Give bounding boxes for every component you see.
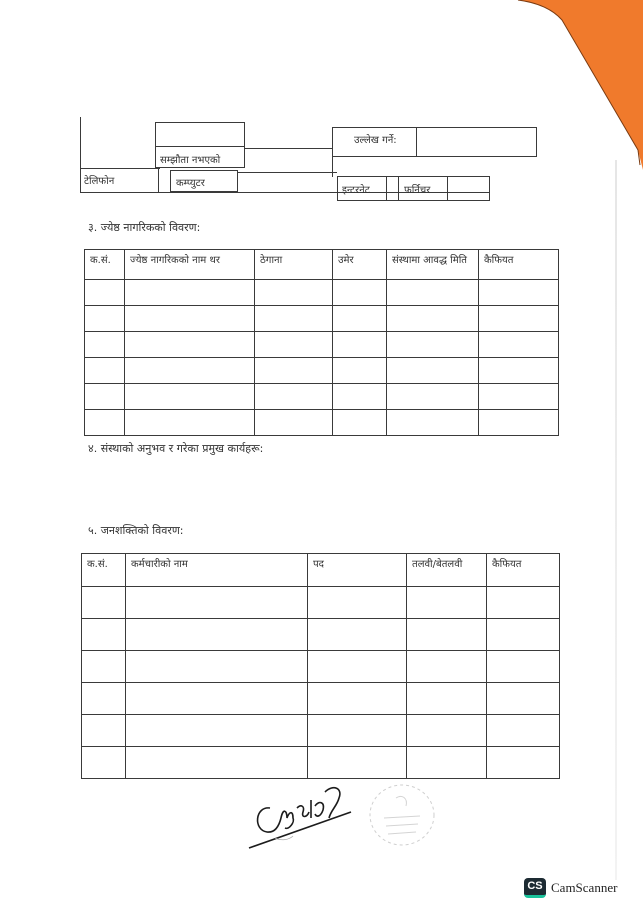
- mention-label: उल्लेख गर्ने:: [354, 135, 397, 146]
- section4-heading: ४. संस्थाको अनुभव र गरेका प्रमुख कार्यहरू:: [88, 442, 264, 455]
- table-row: [85, 332, 559, 358]
- table-cell[interactable]: [126, 747, 308, 779]
- table-cell[interactable]: [407, 587, 487, 619]
- table-cell[interactable]: [255, 384, 333, 410]
- table-row: [85, 410, 559, 436]
- column-header: कैफियत: [487, 554, 560, 587]
- table-cell[interactable]: [255, 280, 333, 306]
- table-cell[interactable]: [308, 747, 407, 779]
- table-row: [85, 306, 559, 332]
- table-cell[interactable]: [125, 332, 255, 358]
- table-cell[interactable]: [125, 410, 255, 436]
- table-cell[interactable]: [125, 358, 255, 384]
- table-cell[interactable]: [125, 384, 255, 410]
- table-cell[interactable]: [308, 683, 407, 715]
- table-row: [82, 587, 560, 619]
- table-cell[interactable]: [126, 715, 308, 747]
- column-header: कैफियत: [479, 250, 559, 280]
- camscanner-label: CamScanner: [551, 880, 618, 895]
- table-cell[interactable]: [85, 280, 125, 306]
- table-row: [82, 619, 560, 651]
- column-header: संस्थामा आवद्ध मिति: [387, 250, 479, 280]
- table-cell[interactable]: [387, 410, 479, 436]
- table-row: [82, 651, 560, 683]
- table-cell[interactable]: [487, 683, 560, 715]
- page-edge-shadow: [615, 160, 617, 880]
- table-cell[interactable]: [487, 619, 560, 651]
- table-cell[interactable]: [308, 587, 407, 619]
- column-header: ज्येष्ठ नागरिकको नाम थर: [125, 250, 255, 280]
- table-cell[interactable]: [308, 619, 407, 651]
- form-divider: [158, 168, 159, 192]
- table-cell[interactable]: [333, 306, 387, 332]
- table-row: [85, 280, 559, 306]
- table-cell[interactable]: [487, 715, 560, 747]
- section5-heading: ५. जनशक्तिको विवरण:: [88, 524, 184, 537]
- computer-label: कम्प्युटर: [176, 178, 205, 189]
- table-cell[interactable]: [333, 410, 387, 436]
- table-cell[interactable]: [407, 683, 487, 715]
- table-cell[interactable]: [487, 651, 560, 683]
- table-cell[interactable]: [82, 747, 126, 779]
- table-cell[interactable]: [487, 587, 560, 619]
- table-cell[interactable]: [255, 332, 333, 358]
- internet-label: इन्टरनेट: [342, 185, 370, 196]
- column-header: पद: [308, 554, 407, 587]
- table-cell[interactable]: [387, 358, 479, 384]
- form-divider: [238, 172, 337, 173]
- table-cell[interactable]: [387, 306, 479, 332]
- table-cell[interactable]: [479, 306, 559, 332]
- table-cell[interactable]: [126, 619, 308, 651]
- table-cell[interactable]: [333, 332, 387, 358]
- table-cell[interactable]: [407, 651, 487, 683]
- table-cell[interactable]: [308, 715, 407, 747]
- column-header: तलवी/बेतलवी: [407, 554, 487, 587]
- telephone-label: टेलिफोन: [84, 176, 115, 187]
- senior-citizen-table: [84, 249, 559, 436]
- form-divider: [245, 148, 332, 149]
- table-cell[interactable]: [82, 651, 126, 683]
- table-cell[interactable]: [407, 747, 487, 779]
- form-divider: [447, 176, 448, 201]
- table-cell[interactable]: [407, 715, 487, 747]
- faded-stamp: [362, 780, 442, 850]
- column-header: क.सं.: [85, 250, 125, 280]
- section3-heading: ३. ज्येष्ठ नागरिकको विवरण:: [88, 221, 201, 234]
- table-cell[interactable]: [479, 332, 559, 358]
- table-cell[interactable]: [255, 306, 333, 332]
- form-divider: [398, 176, 399, 201]
- form-divider: [386, 176, 387, 201]
- table-cell[interactable]: [479, 280, 559, 306]
- table-row: [82, 715, 560, 747]
- table-row: [82, 747, 560, 779]
- table-cell[interactable]: [479, 358, 559, 384]
- table-cell[interactable]: [308, 651, 407, 683]
- agreement-not-done-label: सम्झौता नभएको: [160, 155, 221, 166]
- handwritten-signature: [245, 778, 355, 853]
- form-divider: [416, 127, 417, 157]
- column-header: क.सं.: [82, 554, 126, 587]
- column-header: कर्मचारीको नाम: [126, 554, 308, 587]
- table-cell[interactable]: [82, 619, 126, 651]
- table-cell[interactable]: [85, 384, 125, 410]
- camscanner-logo-icon: CS: [524, 878, 546, 898]
- table-row: [85, 358, 559, 384]
- manpower-table: [81, 553, 560, 779]
- table-cell[interactable]: [85, 306, 125, 332]
- table-cell[interactable]: [407, 619, 487, 651]
- table-cell[interactable]: [255, 358, 333, 384]
- table-cell[interactable]: [387, 280, 479, 306]
- table-cell[interactable]: [85, 332, 125, 358]
- table-cell[interactable]: [387, 384, 479, 410]
- table-cell[interactable]: [333, 384, 387, 410]
- table-cell[interactable]: [82, 683, 126, 715]
- table-cell[interactable]: [125, 306, 255, 332]
- form-divider: [155, 146, 245, 147]
- form-divider: [80, 168, 160, 169]
- column-header: ठेगाना: [255, 250, 333, 280]
- table-cell[interactable]: [126, 651, 308, 683]
- table-header-row: [82, 554, 560, 587]
- table-cell[interactable]: [126, 587, 308, 619]
- table-cell[interactable]: [126, 683, 308, 715]
- column-header: उमेर: [333, 250, 387, 280]
- table-cell[interactable]: [82, 715, 126, 747]
- table-cell[interactable]: [82, 587, 126, 619]
- table-cell[interactable]: [387, 332, 479, 358]
- form-left-border: [80, 117, 81, 193]
- table-cell[interactable]: [85, 410, 125, 436]
- form-divider: [332, 157, 333, 177]
- table-cell[interactable]: [255, 410, 333, 436]
- table-cell[interactable]: [85, 358, 125, 384]
- table-cell[interactable]: [479, 410, 559, 436]
- table-cell[interactable]: [333, 358, 387, 384]
- table-cell[interactable]: [479, 384, 559, 410]
- table-cell[interactable]: [125, 280, 255, 306]
- table-row: [82, 683, 560, 715]
- table-row: [85, 384, 559, 410]
- furniture-label: फर्निचर: [404, 185, 431, 196]
- table-cell[interactable]: [333, 280, 387, 306]
- table-cell[interactable]: [487, 747, 560, 779]
- table-header-row: [85, 250, 559, 280]
